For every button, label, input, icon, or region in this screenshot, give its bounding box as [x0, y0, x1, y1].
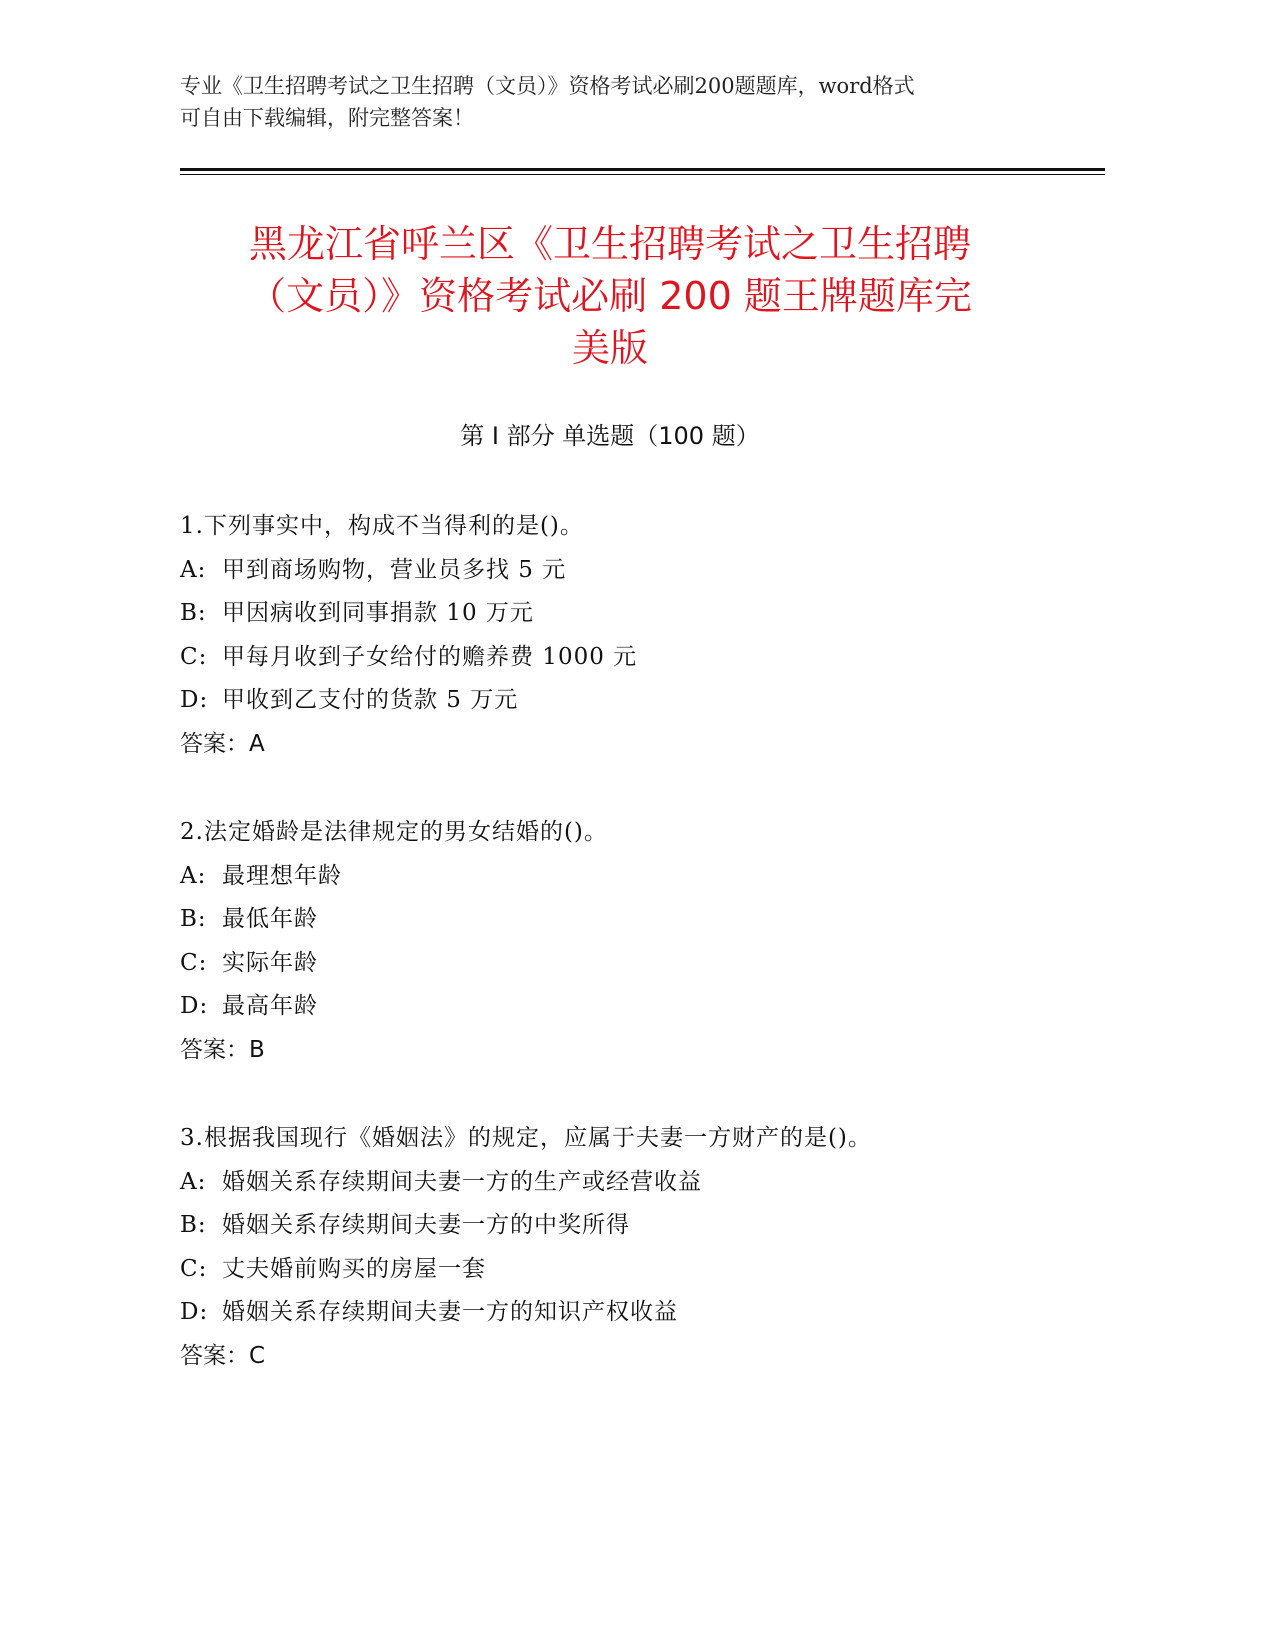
- option-label: B:: [180, 600, 207, 626]
- answer: 答案：B: [180, 1036, 265, 1063]
- option-label: C:: [180, 949, 208, 976]
- option-label: A:: [180, 556, 207, 583]
- option-label: D:: [180, 993, 209, 1019]
- question-2: [180, 811, 1060, 1072]
- option-label: B:: [180, 906, 207, 932]
- question-1: [180, 505, 1060, 766]
- option-a: [180, 855, 1060, 899]
- option-b: [180, 898, 1060, 942]
- option-text: 甲因病收到同事捐款 10 万元: [222, 600, 534, 626]
- question-list: [180, 505, 1060, 1423]
- option-d: [180, 985, 1060, 1029]
- option-text: 最理想年龄: [222, 862, 342, 889]
- option-text: 丈夫婚前购买的房屋一套: [222, 1255, 486, 1282]
- option-label: B:: [180, 1212, 207, 1238]
- document-title-line-2: （文员）》资格考试必刷 200 题王牌题库完: [248, 274, 972, 318]
- section-heading: 第 I 部分 单选题（100 题）: [460, 422, 760, 450]
- option-text: 婚姻关系存续期间夫妻一方的中奖所得: [222, 1212, 630, 1238]
- question-stem: 1.下列事实中，构成不当得利的是()。: [180, 513, 584, 539]
- answer: 答案：C: [180, 1342, 266, 1369]
- option-c: [180, 636, 1060, 680]
- option-c: [180, 1248, 1060, 1292]
- option-label: A:: [180, 862, 207, 889]
- option-b: [180, 592, 1060, 636]
- document-title-line-3: 美版: [571, 326, 648, 370]
- document-title: [180, 218, 1040, 374]
- header-divider-thick: [180, 168, 1105, 171]
- option-d: [180, 679, 1060, 723]
- question-stem: 3.根据我国现行《婚姻法》的规定，应属于夫妻一方财产的是()。: [180, 1125, 872, 1151]
- option-text: 最高年龄: [222, 993, 318, 1019]
- header-note-line-2: 可自由下载编辑，附完整答案！: [180, 106, 474, 130]
- option-text: 婚姻关系存续期间夫妻一方的知识产权收益: [222, 1299, 678, 1325]
- option-a: [180, 549, 1060, 593]
- option-label: D:: [180, 687, 209, 713]
- option-label: A:: [180, 1168, 207, 1195]
- option-text: 最低年龄: [222, 906, 318, 932]
- option-a: [180, 1161, 1060, 1205]
- option-text: 甲到商场购物，营业员多找 5 元: [222, 556, 567, 583]
- option-text: 甲每月收到子女给付的赡养费 1000 元: [222, 643, 638, 670]
- header-note: [180, 70, 1040, 134]
- option-c: [180, 942, 1060, 986]
- header-divider-thin: [180, 174, 1105, 175]
- option-label: C:: [180, 1255, 208, 1282]
- option-text: 实际年龄: [222, 949, 318, 976]
- option-text: 婚姻关系存续期间夫妻一方的生产或经营收益: [222, 1168, 702, 1195]
- option-b: [180, 1204, 1060, 1248]
- option-label: D:: [180, 1299, 209, 1325]
- option-d: [180, 1291, 1060, 1335]
- option-label: C:: [180, 643, 208, 670]
- document-title-line-1: 黑龙江省呼兰区《卫生招聘考试之卫生招聘: [248, 222, 971, 266]
- question-3: [180, 1117, 1060, 1378]
- option-text: 甲收到乙支付的货款 5 万元: [222, 687, 519, 713]
- question-stem: 2.法定婚龄是法律规定的男女结婚的()。: [180, 819, 608, 845]
- header-note-line-1: 专业《卫生招聘考试之卫生招聘（文员）》资格考试必刷200题题库，word格式: [180, 74, 915, 98]
- answer: 答案：A: [180, 730, 265, 757]
